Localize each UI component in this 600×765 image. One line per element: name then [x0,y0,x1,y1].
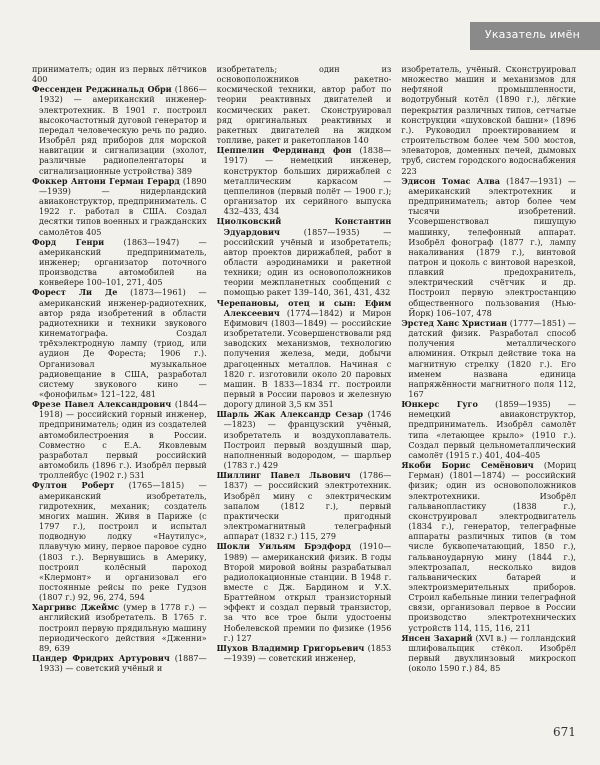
index-column-1 [32,64,207,724]
entry-name: Фултон Роберт [32,480,115,491]
entry-name: Харгривс Джеймс [32,602,120,613]
index-entry [32,480,207,602]
entry-name: Юнкерс Гуго [401,399,478,410]
entry-text: (1765—1815) — американский изобретатель, гидротехник, механик; создатель многих машин. Живя в Париже (с 1797 г.), построил и испытал подводную лодку «Наутилус», плавучую мину, первое паровое судно (1803 г.). Вернувшись в Америку, построил колёсный пароход «Клермонт» и организовал его постоянные рейсы по реке Гудзон (1807 г.) 92, 96, 274, 594 [39,480,207,603]
entry-name: Шиллинг Павел Львович [216,470,351,481]
entry-text: (1873—1961) — американский инженер-радиотехник, автор ряда изобретений в области радиотехники и техники звукового кинематографа. Создал трёхэлектродную лампу (триод, или аудион Де Фореста; 1906 г.). Организовал музыкальное радиовещание в США, разработал систему звукового кино — «фонофильм» 121–122, 481 [39,287,207,399]
header-bar [470,22,600,50]
index-entry [217,216,392,297]
index-column-3 [401,64,576,724]
entry-text: (1774—1842) и Мирон Ефимович (1803—1849) — российские изобретатели. Усовершенствовали ряд заводских механизмов, технологию получения железа, меди, добычи драгоценных металлов. Начиная с 1820 г. изготовили около 20 паровых машин. В 1833—1834 гг. построили первый в России паровоз и железную дорогу длиной 3,5 км 351 [223,307,392,410]
entry-text: (Мориц Герман) (1801—1874) — российский физик; один из основоположников электротехники. Изобрёл гальванопластику (1838 г.), сконструировал электродвигатель (1834 г.), генератор, телеграфные аппараты различных типов (в том числе буквопечатающий, 1850 г.), гальваноударную мину (1844 г.), электрозапал, несколько видов гальванических батарей и электроизмерительных приборов. Строил кабельные линии телеграфной связи, организовал первое в России производство электротехнических устройств 114, 115, 116, 211 [408,460,577,633]
entry-name: Фрезе Павел Александрович [32,399,172,410]
entry-name: Фоккер Антони Герман Герард [32,175,180,186]
entry-text: (XVI в.) — голландский шлифовальщик стёкол. Изобрёл первый двухлинзовый микроскоп (около 1590 г.) 84, 85 [408,632,577,674]
entry-text: (1887—1933) — советский учёный и [39,653,207,674]
index-entry [217,298,392,410]
index-entry [32,399,207,480]
index-entry [32,653,207,673]
index-entry [217,145,392,216]
entry-text: (1746—1823) — французский учёный, изобретатель и воздухоплаватель. Построил первый воздушный шар, наполненный водородом, — шарльер (1783 г.) 429 [223,409,392,471]
entry-text: изобретатель; один из основоположников ракетно-космической техники, автор работ по теории реактивных двигателей и космических ракет. Сконструировал ряд оригинальных реактивных и ракетных двигателей на жидком топливе, ракет и ракетопланов 140 [216,64,392,146]
index-entry [32,176,207,237]
index-entry [217,409,392,470]
entry-name: Шухов Владимир Григорьевич [216,642,365,653]
entry-name: Фессенден Реджинальд Обри [32,84,172,95]
index-entry [217,643,392,663]
entry-text: (1786—1837) — российский электротехник. Изобрёл мину с электрическим запалом (1812 г.), первый практически пригодный электромагнитный телеграфный аппарат (1832 г.) 115, 279 [223,470,392,542]
entry-text: (1838—1917) — немецкий инженер, конструктор больших дирижаблей с металлическим каркасом — цеппелинов (первый полёт — 1900 г.); организатор их серийного выпуска 432–433, 434 [223,145,392,217]
index-entry [32,602,207,653]
index-entry [217,470,392,541]
entry-name: Эрстед Ханс Христиан [401,317,508,328]
index-columns [32,64,576,724]
index-entry [32,64,207,84]
index-entry [401,460,576,633]
index-column-2 [217,64,392,724]
index-entry [401,633,576,674]
entry-text: (1844—1918) — российский горный инженер, предприниматель; один из создателей автомобилестроения в России. Совместно с Е.А. Яковлевым разработал первый российский автомобиль (1896 г.). Изобрёл первый троллейбус (1902 г.) 531 [39,399,207,481]
entry-name: Шарль Жак Александр Сезар [216,409,364,420]
entry-text: (умер в 1778 г.) — английский изобретатель. В 1765 г. построил первую прядильную машину периодического действия «Дженни» 89, 639 [39,602,207,653]
entry-name: Цандер Фридрих Артурович [32,653,170,664]
entry-name: Янсен Захарий [401,632,473,643]
entry-text: (1866—1932) — американский инженер-электротехник. В 1901 г. построил высокочастотный дуговой генератор и передал человеческую речь по радио. Изобрёл ряд приборов для морской навигации и сигнализации (эхолот, различные радиопеленгаторы и сигнализационные устройства) 389 [39,84,207,176]
entry-text: принимателъ; один из первых лётчиков 400 [32,64,207,85]
entry-text: (1847—1931) — американский электротехник и предприниматель; автор более чем тысячи изобретений. Усовершенствовал пишущую машинку, телефонный аппарат. Изобрёл фонограф (1877 г.), лампу накаливания (1879 г.), винтовой патрон и цоколь с винтовой нарезкой, плавкий предохранитель, электрический счётчик и др. Построил первую электростанцию общественного пользования (Нью-Йорк) 106–107, 478 [408,175,577,318]
entry-name: Циолковский Константин Эдуардович [216,216,392,237]
entry-name: Эдисон Томас Алва [401,175,501,186]
entry-text: (1859—1935) — немецкий авиаконструктор, предприниматель. Изобрёл самолёт типа «летающее крыло» (1910 г.). Создал первый цельнометаллический самолёт (1915 г.) 401, 404–405 [408,399,577,460]
index-entry [401,176,576,318]
index-entry [401,399,576,460]
entry-text: (1890—1939) — нидерландский авиаконструктор, предприниматель. С 1922 г. работал в США. Создал десятки типов военных и гражданских самолётов 405 [39,175,207,237]
index-entry [32,237,207,288]
entry-name: Форд Генри [32,236,105,247]
entry-text: изобретатель, учёный. Сконструировал множество машин и механизмов для нефтяной промышленности, водотрубный котёл (1890 г.), лёгкие перекрытия различных типов, сетчатые конструкции «шуховской башни» (1896 г.). Руководил проектированием и строительством более чем 500 мостов, элеваторов, доменных печей, дымовых труб, систем городского водоснабжения 223 [401,64,577,176]
entry-text: (1853—1939) — советский инженер, [223,642,392,664]
entry-name: Якоби Борис Семёнович [401,460,534,471]
index-entry [32,84,207,175]
index-entry [401,318,576,399]
index-entry [32,287,207,399]
entry-text: (1910—1989) — американский физик. В годы Второй мировой войны разрабатывал радиолокационные станции. В 1948 г. вместе с Дж. Бардином и У.Х. Браттейном открыл транзисторный эффект и создал первый транзистор, за что все трое были удостоены Нобелевской премии по физике (1956 г.) 127 [223,541,392,643]
index-entry [217,64,392,145]
page-number: 671 [553,725,576,739]
entry-name: Черепановы, отец и сын: Ефим Алексеевич [216,297,392,318]
entry-name: Форест Ли Де [32,287,118,298]
index-entry [217,541,392,643]
entry-name: Цеппелин Фердинанд фон [216,145,352,156]
entry-text: (1863—1947) — американский предприниматель, инженер; организатор поточного производства автомобилей на конвейере 100–101, 271, 405 [39,236,207,288]
header-title: Указатель имён [484,28,580,41]
entry-text: (1857—1935) — российский учёный и изобретатель; автор проектов дирижаблей, работ в области аэродинамики и ракетной техники; один из основоположников теории межпланетных сообщений с помощью ракет 139–140, 361, 431, 432 [223,226,392,298]
entry-text: (1777—1851) — датский физик. Разработал способ получения металлического алюминия. Открыл действие тока на магнитную стрелку (1820 г.). Его именем названа единица напряжённости магнитного поля 112, 167 [408,317,577,399]
index-entry [401,64,576,176]
entry-name: Шокли Уильям Брэдфорд [216,541,351,552]
